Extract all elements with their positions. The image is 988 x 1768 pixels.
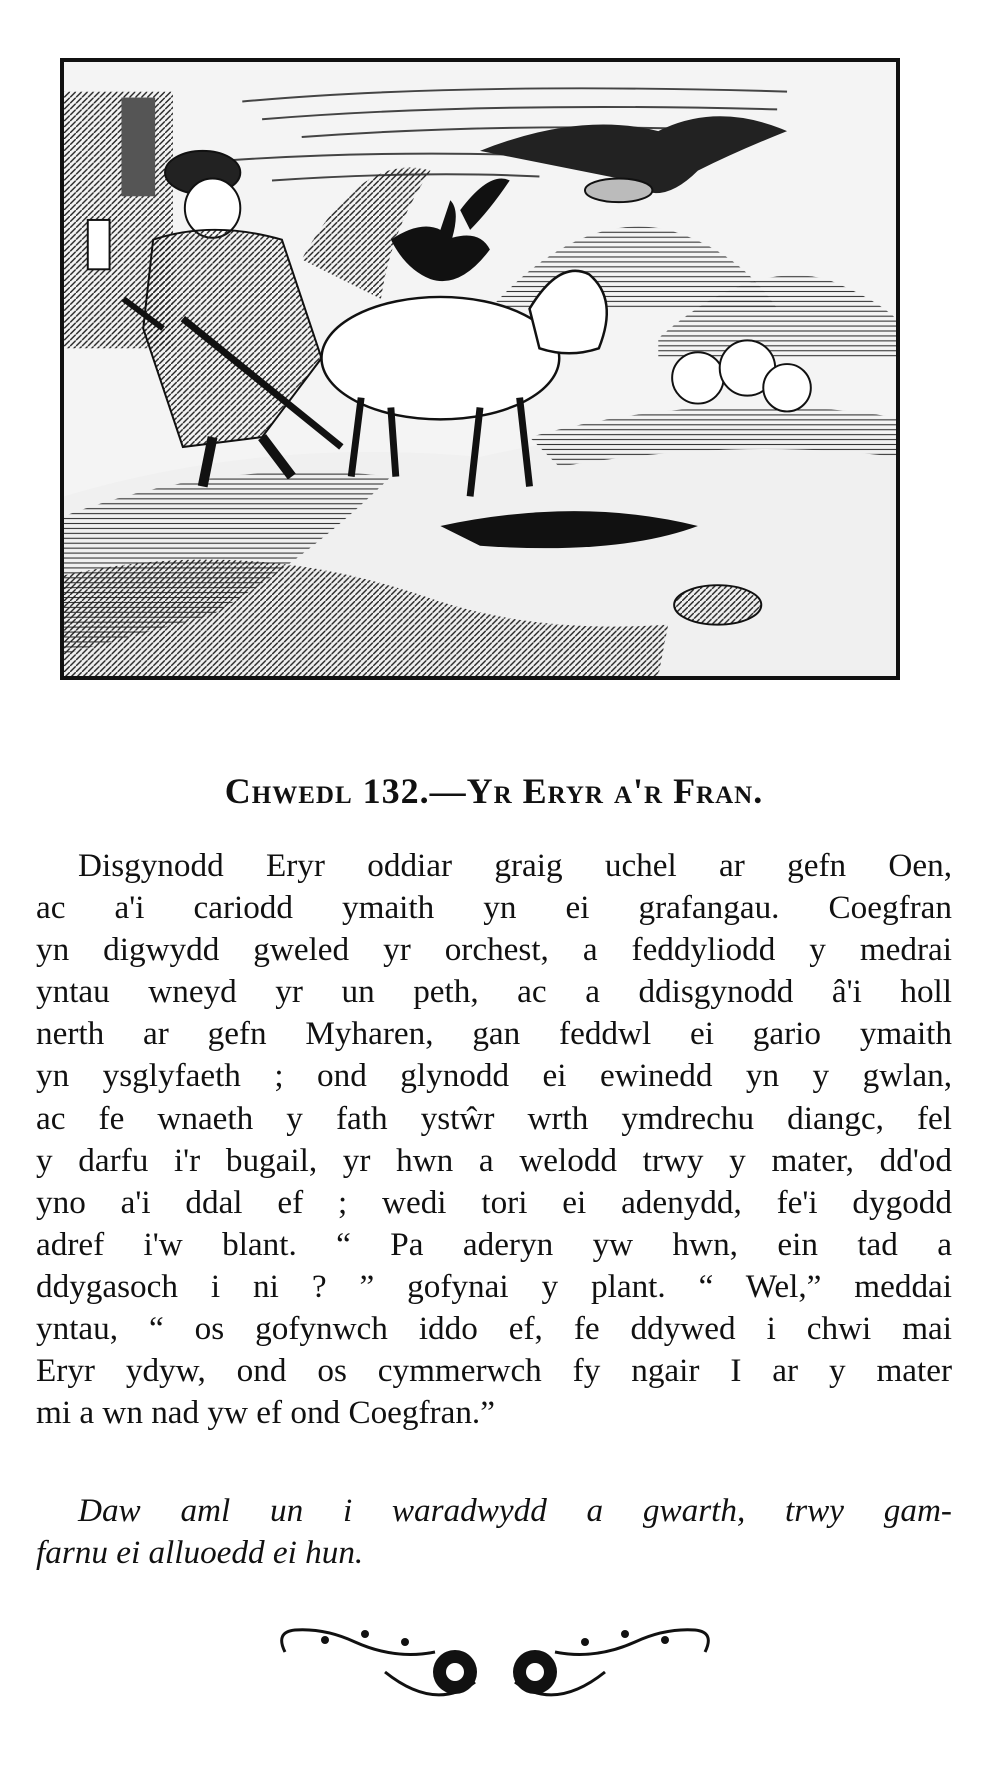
body-line: yntau wneyd yr un peth, ac a ddisgynodd â'i holl: [36, 973, 952, 1011]
fable-illustration: [60, 58, 900, 680]
body-line: nerth ar gefn Myharen, gan feddwl ei gario ymaith: [36, 1015, 952, 1053]
body-line: mi a wn nad yw ef ond Coegfran.”: [36, 1394, 495, 1432]
body-line: yn digwydd gweled yr orchest, a feddyliodd y medrai: [36, 931, 952, 969]
body-line: yno a'i ddal ef ; wedi tori ei adenydd, fe'i dygodd: [36, 1183, 952, 1221]
body-line: Eryr ydyw, ond os cymmerwch fy ngair I ar y mater: [36, 1352, 952, 1390]
body-line: ac fe wnaeth y fath ystŵr wrth ymdrechu diangc, fel: [36, 1099, 952, 1137]
body-line: y darfu i'r bugail, yr hwn a welodd trwy y mater, dd'od: [36, 1141, 952, 1179]
moral-line: Daw aml un i waradwydd a gwarth, trwy gam-: [78, 1492, 952, 1529]
body-line: yntau, “ os gofynwch iddo ef, fe ddywed i chwi mai: [36, 1310, 952, 1348]
eagle: [480, 116, 787, 202]
fable-moral: [36, 1490, 952, 1574]
body-line: ac a'i cariodd ymaith yn ei grafangau. Coegfran: [36, 889, 952, 927]
body-line: ddygasoch i ni ? ” gofynai y plant. “ Wel,” meddai: [36, 1267, 952, 1305]
moral-line: farnu ei alluoedd ei hun.: [36, 1534, 364, 1571]
fable-body: [36, 845, 952, 1434]
woodcut-image: [64, 62, 896, 676]
basket: [674, 585, 761, 624]
fable-title: Chwedl 132.—Yr Eryr a'r Fran.: [224, 771, 764, 811]
body-line: Disgynodd Eryr oddiar graig uchel ar gefn Oen,: [78, 847, 952, 884]
body-line: yn ysglyfaeth ; ond glynodd ei ewinedd yn y gwlan,: [36, 1057, 952, 1095]
body-line: adref i'w blant. “ Pa aderyn yw hwn, ein tad a: [36, 1225, 952, 1263]
tailpiece-ornament-icon: [265, 1612, 725, 1712]
